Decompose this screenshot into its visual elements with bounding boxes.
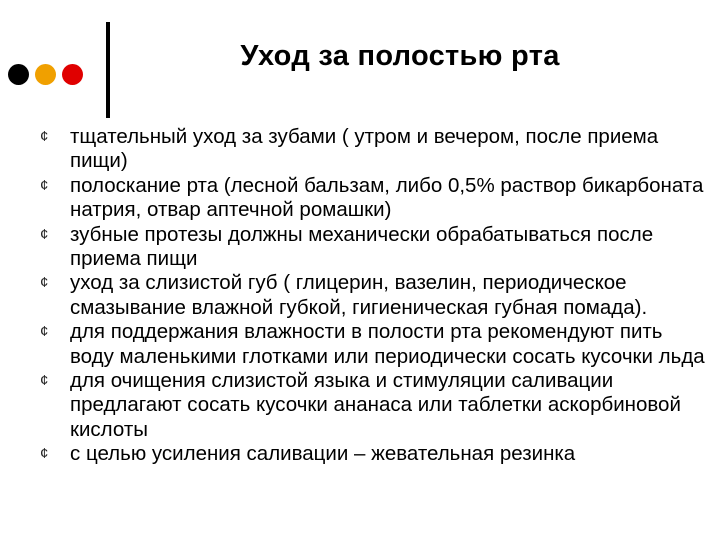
list-item-text: с целью усиления саливации – жевательная резинка bbox=[70, 442, 576, 466]
list-item-text: тщательный уход за зубами ( утром и вечером, после приема пищи) bbox=[70, 125, 659, 173]
orange-dot-icon bbox=[35, 64, 56, 85]
list-item-text: полоскание рта (лесной бальзам, либо 0,5% раствор бикарбоната натрия, отвар аптечной ромашки) bbox=[70, 173, 704, 222]
list-item-text: зубные протезы должны механически обрабатываться после приема пищи bbox=[70, 222, 654, 271]
list-item bbox=[0, 320, 710, 369]
list-item bbox=[0, 125, 710, 174]
list-item-text: для очищения слизистой языка и стимуляции саливации предлагают сосать кусочки ананаса или таблетки аскорбиновой кислоты bbox=[70, 369, 681, 441]
list-item-text: для поддержания влажности в полости рта рекомендуют пить воду маленькими глотками или периодически сосать кусочки льда bbox=[70, 320, 705, 368]
bullet-list bbox=[0, 125, 710, 467]
slide-title: Уход за полостью рта bbox=[240, 40, 560, 72]
list-item bbox=[0, 271, 710, 320]
decorative-dots bbox=[8, 64, 83, 85]
ring-bullet-icon: ¢ bbox=[40, 372, 49, 390]
ring-bullet-icon: ¢ bbox=[40, 128, 49, 145]
ring-bullet-icon: ¢ bbox=[40, 274, 49, 292]
ring-bullet-icon: ¢ bbox=[40, 176, 49, 194]
list-item bbox=[0, 442, 710, 466]
ring-bullet-icon: ¢ bbox=[40, 323, 49, 341]
list-item bbox=[0, 369, 710, 442]
list-item bbox=[0, 223, 710, 272]
ring-bullet-icon: ¢ bbox=[40, 445, 49, 463]
list-item-text: уход за слизистой губ ( глицерин, вазелин, периодическое смазывание влажной губкой, гигиеническая губная помада). bbox=[70, 271, 648, 319]
ring-bullet-icon: ¢ bbox=[40, 225, 49, 243]
vertical-divider bbox=[106, 22, 110, 118]
list-item bbox=[0, 174, 710, 223]
red-dot-icon bbox=[62, 64, 83, 85]
black-dot-icon bbox=[8, 64, 29, 85]
